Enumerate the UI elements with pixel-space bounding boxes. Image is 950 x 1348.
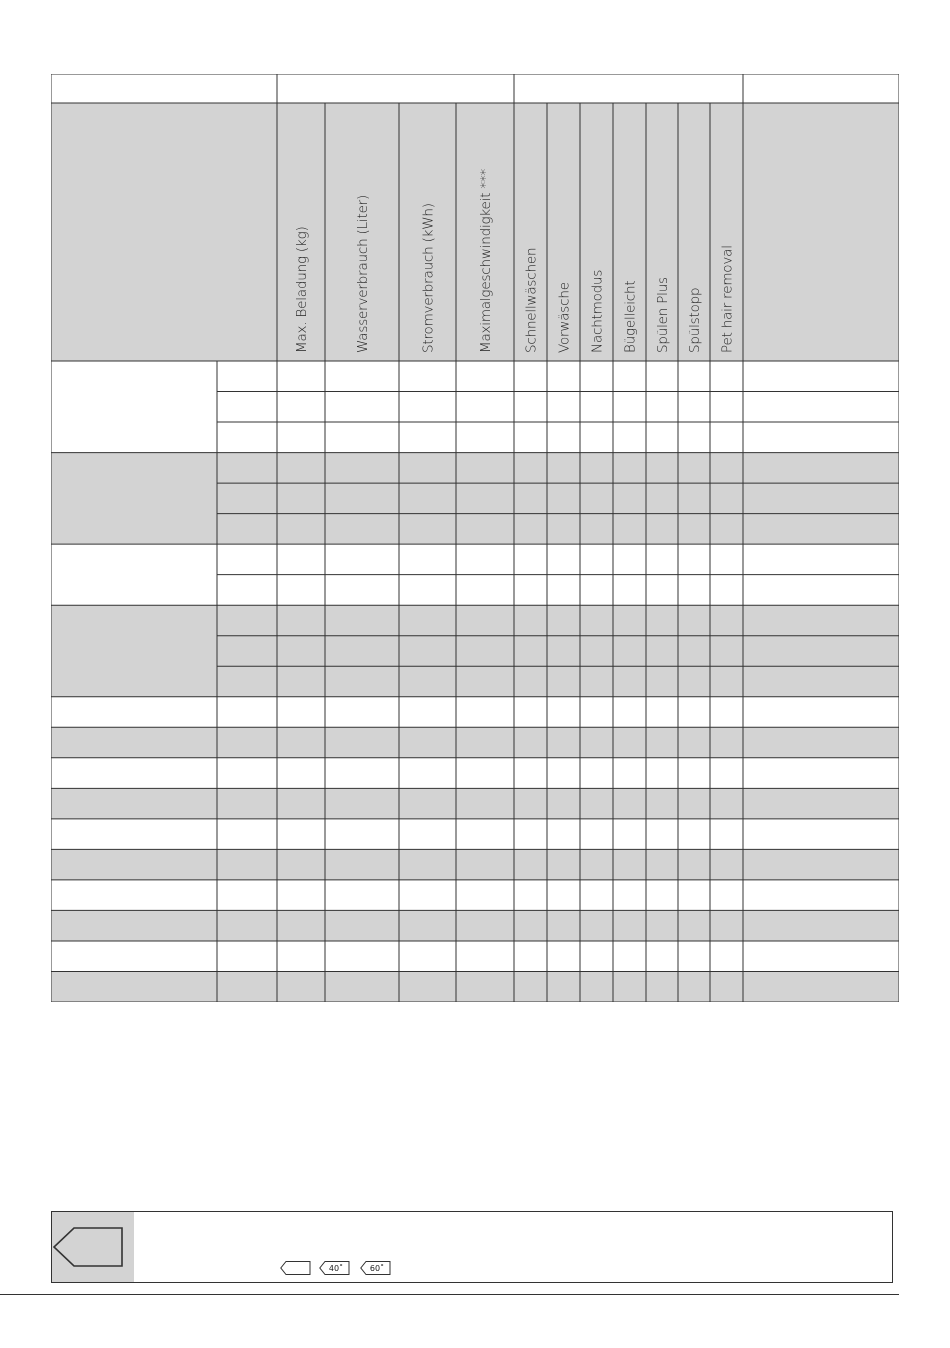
- tag-blank-icon: [281, 1262, 310, 1275]
- column-header: Bügelleicht: [622, 280, 639, 353]
- column-header: Vorwäsche: [556, 282, 573, 353]
- program-group-6: [51, 727, 899, 758]
- program-group-12: [51, 910, 899, 941]
- program-group-8: [51, 788, 899, 819]
- program-group-1: [51, 361, 899, 453]
- program-group-7: [51, 758, 899, 789]
- header-band: [51, 103, 899, 361]
- column-header: Schnellwäschen: [523, 247, 540, 353]
- tag-60-icon: [361, 1262, 390, 1275]
- column-header: Maximalgeschwindigkeit ***: [478, 168, 494, 353]
- temperature-symbols: [280, 1260, 400, 1276]
- program-group-14: [51, 971, 899, 1002]
- column-header: Pet hair removal: [719, 245, 736, 353]
- column-header: Nachtmodus: [589, 269, 606, 353]
- column-header: Stromverbrauch (kWh): [420, 203, 437, 353]
- column-header: Wasserverbrauch (Liter): [355, 194, 371, 353]
- tag-40-icon: [320, 1262, 349, 1275]
- program-group-4: [51, 605, 899, 697]
- tag-40-label: 40˚: [328, 1264, 344, 1273]
- info-note-box: [51, 1211, 893, 1283]
- program-group-5: [51, 697, 899, 728]
- program-group-9: [51, 819, 899, 850]
- info-icon-panel: [52, 1212, 134, 1282]
- footer-rule: [0, 1294, 899, 1295]
- program-group-13: [51, 941, 899, 972]
- column-header: Spülstopp: [687, 287, 703, 353]
- program-group-11: [51, 880, 899, 911]
- label-tag-icon: [54, 1228, 122, 1266]
- program-group-10: [51, 849, 899, 880]
- column-header: Spülen Plus: [655, 277, 671, 353]
- program-group-2: [51, 453, 899, 545]
- program-table: [51, 74, 899, 1002]
- column-header: Max. Beladung (kg): [294, 226, 310, 353]
- program-table-grid: [51, 74, 899, 1002]
- tag-60-label: 60˚: [369, 1264, 385, 1273]
